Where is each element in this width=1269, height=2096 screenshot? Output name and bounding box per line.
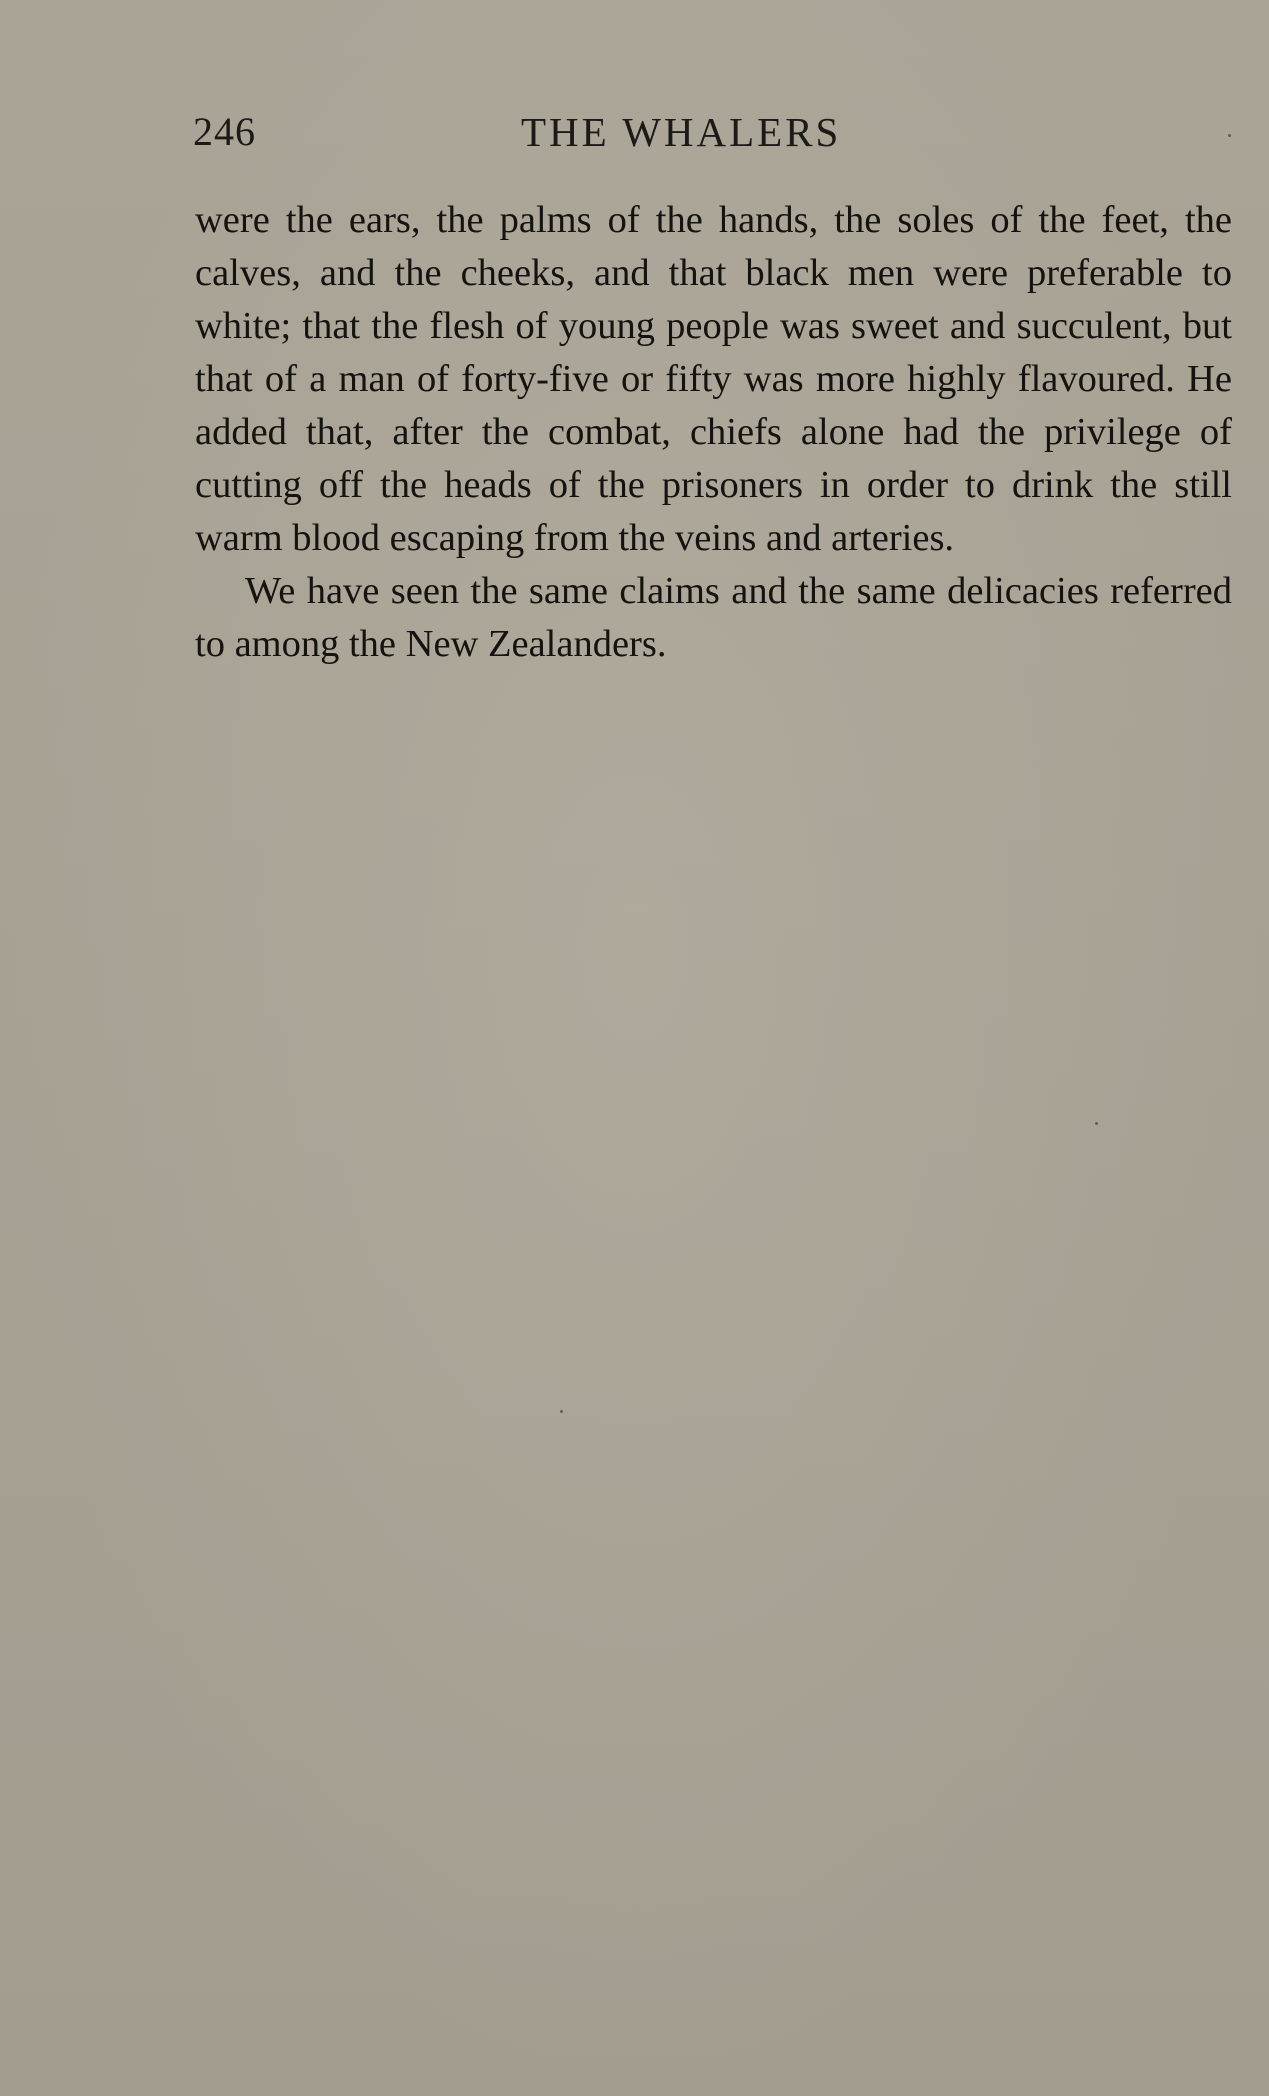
paragraph-2: We have seen the same claims and the same delicacies referred to among the New Zealanders. [195,570,1232,665]
page-speck [1228,134,1231,137]
running-head [193,108,1233,164]
page-number: 246 [193,109,256,154]
paragraph-1: were the ears, the palms of the hands, the soles of the feet, the calves, and the cheeks, and that black men were preferable to white; that the flesh of young people was sweet and succulent, but that of a man of forty-five or fifty was more highly flavoured. He added that, after the combat, chiefs alone had the privilege of cutting off the heads of the prisoners in order to drink the still warm blood escaping from the veins and arteries. [195,199,1232,559]
book-title: THE WHALERS [521,109,842,155]
page-speck [1095,1122,1098,1125]
page-speck [560,1410,563,1413]
body-text [195,194,1232,671]
